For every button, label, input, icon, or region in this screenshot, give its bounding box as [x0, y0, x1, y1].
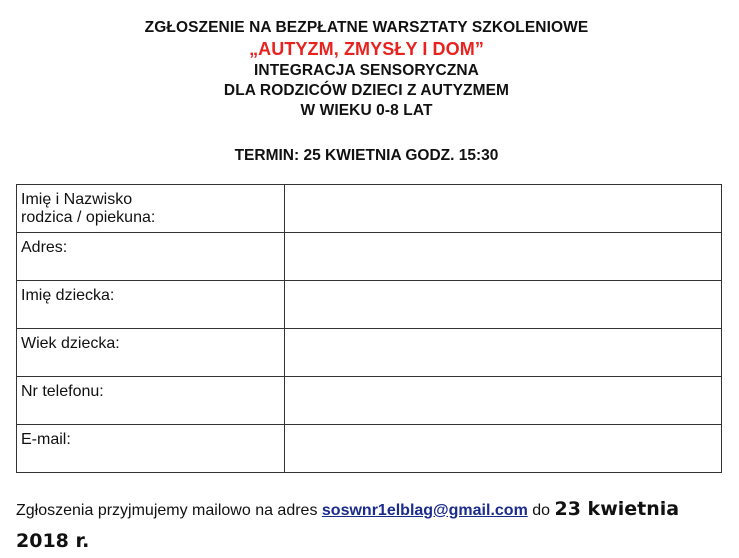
form-row-child-age — [17, 329, 722, 377]
header-line-5: W WIEKU 0-8 LAT — [300, 102, 433, 119]
form-field-child-age[interactable] — [285, 329, 722, 377]
form-row-email — [17, 425, 722, 473]
contact-email-link[interactable]: soswnr1elblag@gmail.com — [321, 502, 528, 519]
form-label-child-age: Wiek dziecka: — [17, 329, 285, 377]
form-row-parent-name — [17, 185, 722, 233]
form-header — [0, 18, 733, 121]
form-row-child-name — [17, 281, 722, 329]
submission-text-do: do — [527, 502, 551, 519]
workshop-title: „AUTYZM, ZMYSŁY I DOM” — [249, 39, 484, 59]
form-field-email[interactable] — [285, 425, 722, 473]
form-field-address[interactable] — [285, 233, 722, 281]
form-field-child-name[interactable] — [285, 281, 722, 329]
submission-note — [16, 494, 731, 558]
form-label-address: Adres: — [17, 233, 285, 281]
registration-form-table — [16, 184, 722, 473]
form-field-parent-name[interactable] — [285, 185, 722, 233]
form-field-phone[interactable] — [285, 377, 722, 425]
form-label-phone: Nr telefonu: — [17, 377, 285, 425]
form-label-child-name: Imię dziecka: — [17, 281, 285, 329]
event-date: TERMIN: 25 KWIETNIA GODZ. 15:30 — [234, 147, 499, 164]
header-line-1: ZGŁOSZENIE NA BEZPŁATNE WARSZTATY SZKOLENIOWE — [144, 19, 589, 36]
header-line-4: DLA RODZICÓW DZIECI Z AUTYZMEM — [223, 82, 510, 99]
submission-text: Zgłoszenia przyjmujemy mailowo na adres — [16, 502, 322, 519]
form-label-line: Imię i Nazwisko — [21, 191, 133, 208]
form-label-parent-name — [17, 185, 285, 233]
deadline-date: 23 kwietnia 2018 r. — [16, 498, 680, 552]
form-label-line: rodzica / opiekuna: — [21, 209, 156, 226]
header-line-3: INTEGRACJA SENSORYCZNA — [254, 62, 479, 79]
form-label-email: E-mail: — [17, 425, 285, 473]
form-row-address — [17, 233, 722, 281]
form-row-phone — [17, 377, 722, 425]
